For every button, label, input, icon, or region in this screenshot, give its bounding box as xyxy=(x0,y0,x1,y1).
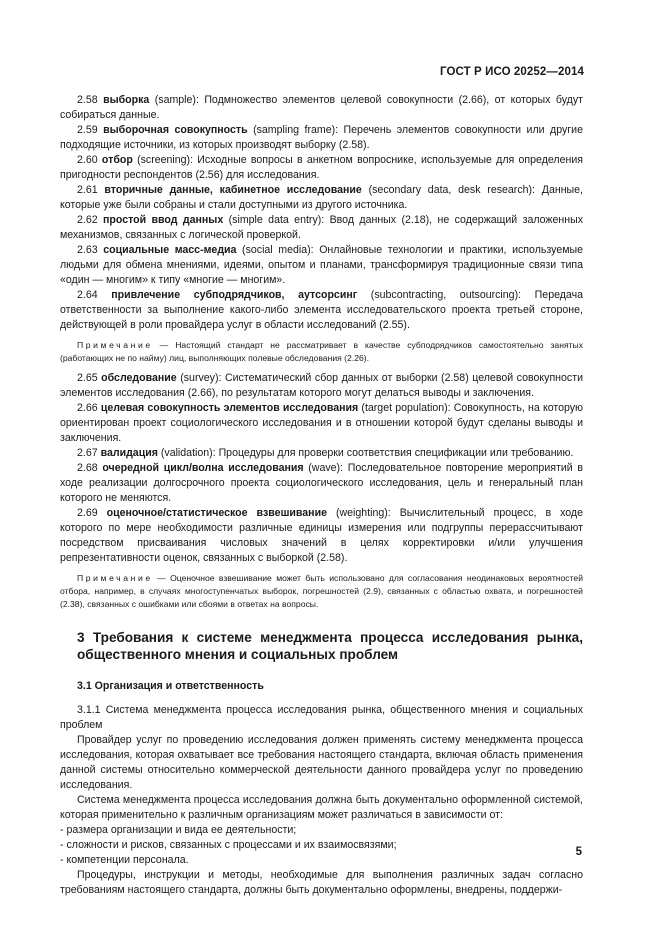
note-text: Оценочное взвешивание может быть использовано для согласования неодинаковых вероятностей отбора, например, в случаях многоступенчатых выборок, погрешностей (2.9), связанных с областью охвата, и погрешностей (2.38), связанных с ошибками или сбоями в ответах на вопросы. xyxy=(60,573,583,609)
note: Примечание — Оценочное взвешивание может быть использовано для согласования неодинаковых вероятностей отбора, например, в случаях многоступенчатых выборок, погрешностей (2.9), связанных с областью охвата, и погрешностей (2.38), связанных с ошибками или сбоями в ответах на вопросы. xyxy=(60,573,583,609)
paragraph: 3.1.1 Система менеджмента процесса исследования рынка, общественного мнения и социальных проблем xyxy=(60,704,583,731)
term-entry: 2.62 простой ввод данных (simple data entry): Ввод данных (2.18), не содержащий заложенных механизмов, связанных с логической проверкой. xyxy=(60,214,584,241)
document-header: ГОСТ Р ИСО 20252—2014 xyxy=(439,66,584,78)
paragraph: Провайдер услуг по проведению исследования должен применять систему менеджмента процесса исследования, которая охватывает все требования настоящего стандарта, включая область применения данной системы относительно коммерческой деятельности данного провайдера услуг по проведению исследования. xyxy=(60,734,583,791)
subsection-heading: 3.1 Организация и ответственность xyxy=(77,680,264,692)
section-heading: 3 Требования к системе менеджмента процесса исследования рынка, общественного мнения и социальных проблем xyxy=(77,630,583,662)
list-item: - сложности и рисков, связанных с процессами и их взаимосвязями; xyxy=(60,839,397,851)
term-entry: 2.64 привлечение субподрядчиков, аутсорсинг (subcontracting, outsourcing): Передача ответственности за выполнение какого-либо элемента исследовательского проекта третьей стороне, действующей в роли провайдера услуг в области исследований (2.55). xyxy=(60,289,583,331)
term-entry: 2.69 оценочное/статистическое взвешивание (weighting): Вычислительный процесс, в ходе которого по мере необходимости различные единицы измерения или подгруппы перерассчитывают посредством присваивания числовых значений в целях корректировки и/или улучшения репрезентативности оценок, связанных с выборкой (2.58). xyxy=(60,507,584,564)
note-label: Примечание xyxy=(77,340,153,350)
term-entry: 2.65 обследование (survey): Систематический сбор данных от выборки (2.58) целевой совокупности элементов исследования (2.66), по результатам которого могут делаться выводы и заключения. xyxy=(60,372,583,399)
term-entry: 2.59 выборочная совокупность (sampling frame): Перечень элементов совокупности или другие подходящие источники, из которых производят выборку (2.58). xyxy=(60,124,583,151)
term-entry: 2.67 валидация (validation): Процедуры для проверки соответствия спецификации или требованию. xyxy=(77,447,574,459)
term-entry: 2.58 выборка (sample): Подмножество элементов целевой совокупности (2.66), от которых будут собираться данные. xyxy=(60,94,583,121)
page-number: 5 xyxy=(575,846,582,858)
note: Примечание — Настоящий стандарт не рассматривает в качестве субподрядчиков самостоятельно занятых (работающих не по найму) лиц, выполняющих полевые обследования (2.26). xyxy=(60,340,584,363)
term-entry: 2.68 очередной цикл/волна исследования (wave): Последовательное повторение мероприятий в ходе реализации долгосрочного проекта социологического исследования, цель и генеральный план которого не меняются. xyxy=(60,462,583,504)
paragraph: Процедуры, инструкции и методы, необходимые для выполнения различных задач согласно требованиям настоящего стандарта, должны быть документально оформлены, внедрены, поддержи- xyxy=(60,869,583,896)
term-entry: 2.63 социальные масс-медиа (social media): Онлайновые технологии и практики, используемые людьми для обмена мнениями, идеями, опытом и планами, трансформируя традиционные связи типа «один — многим» к типу «многие — многим». xyxy=(60,244,583,286)
note-label: Примечание xyxy=(77,573,153,583)
list-item: - компетенции персонала. xyxy=(60,854,189,866)
term-entry: 2.66 целевая совокупность элементов исследования (target population): Совокупность, на которую ориентирован проект социологического исследования и в отношении которой будут сделаны выводы и заключения. xyxy=(60,402,583,444)
document-body xyxy=(60,93,583,898)
paragraph: Система менеджмента процесса исследования должна быть документально оформленной системой, которая применительно к различным организациям может различаться в зависимости от: xyxy=(60,794,583,821)
term-entry: 2.61 вторичные данные, кабинетное исследование (secondary data, desk research): Данные, которые уже были собраны и стали доступными из другого источника. xyxy=(60,184,583,211)
note-text: Настоящий стандарт не рассматривает в качестве субподрядчиков самостоятельно занятых (работающих не по найму) лиц, выполняющих полевые обследования (2.26). xyxy=(60,340,584,363)
term-entry: 2.60 отбор (screening): Исходные вопросы в анкетном вопроснике, используемые для определения пригодности респондентов (2.56) для исследования. xyxy=(60,154,584,181)
list-item: - размера организации и вида ее деятельности; xyxy=(60,824,297,836)
